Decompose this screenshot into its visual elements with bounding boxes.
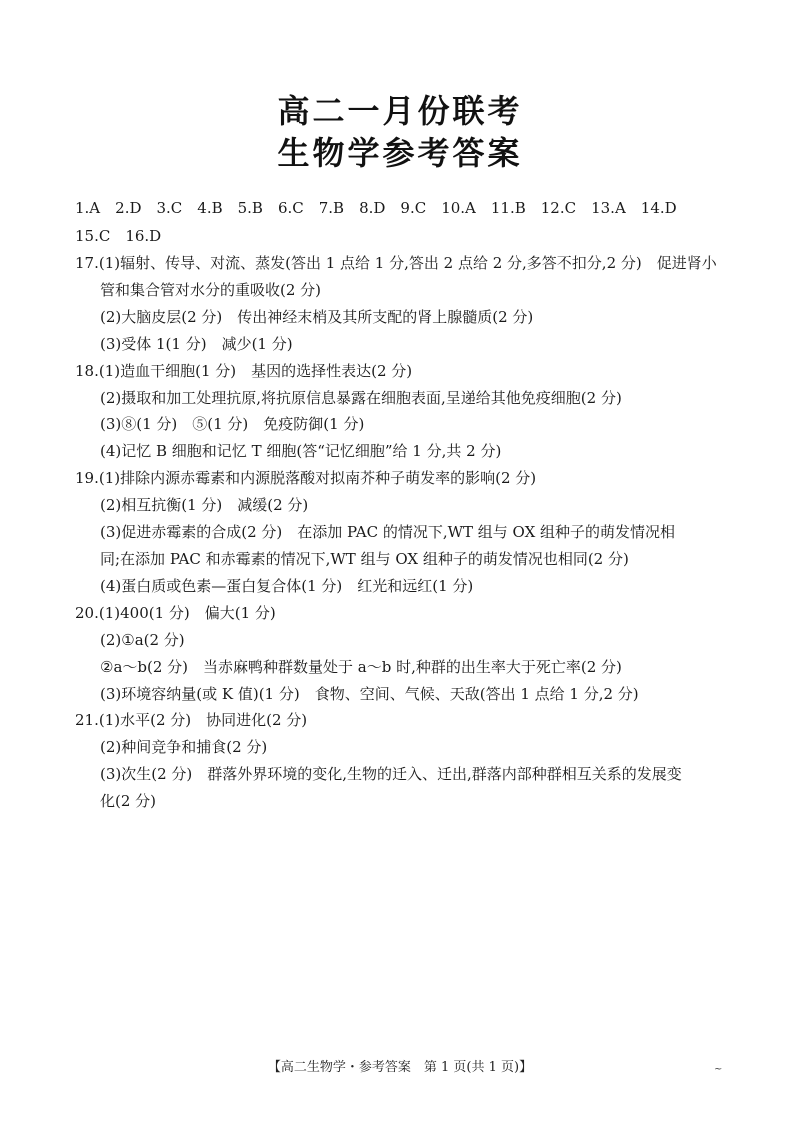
corner-mark: ~ (714, 1064, 723, 1075)
choice-answers-line-1: 1.A 2.D 3.C 4.B 5.B 6.C 7.B 8.D 9.C 10.A 11.B 12.C 13.A 14.D (75, 199, 677, 217)
q20-part1: 20.(1)400(1 分) 偏大(1 分) (75, 604, 276, 622)
q20-part3: (3)环境容纳量(或 K 值)(1 分) 食物、空间、气候、天敌(答出 1 点给 1 分,2 分) (100, 685, 639, 703)
page-subtitle: 生物学参考答案 (277, 134, 523, 172)
q19-part4: (4)蛋白质或色素—蛋白复合体(1 分) 红光和远红(1 分) (100, 577, 474, 595)
page-title: 高二一月份联考 (277, 92, 523, 130)
q21-part3-line1: (3)次生(2 分) 群落外界环境的变化,生物的迁入、迁出,群落内部种群相互关系的发展变 (100, 765, 682, 783)
q21-part2: (2)种间竞争和捕食(2 分) (100, 738, 268, 756)
q17-part1-line2: 管和集合管对水分的重吸收(2 分) (100, 281, 322, 299)
choice-answers-line-2: 15.C 16.D (75, 227, 162, 245)
q19-part1: 19.(1)排除内源赤霉素和内源脱落酸对拟南芥种子萌发率的影响(2 分) (75, 469, 537, 487)
q21-part1: 21.(1)水平(2 分) 协同进化(2 分) (75, 711, 308, 729)
q18-part4: (4)记忆 B 细胞和记忆 T 细胞(答“记忆细胞”给 1 分,共 2 分) (100, 442, 502, 460)
q19-part2: (2)相互抗衡(1 分) 减缓(2 分) (100, 496, 309, 514)
q17-part3: (3)受体 1(1 分) 减少(1 分) (100, 335, 293, 353)
page-footer: 【高二生物学・参考答案 第 1 页(共 1 页)】 (267, 1060, 533, 1075)
q19-part3-line2: 同;在添加 PAC 和赤霉素的情况下,WT 组与 OX 组种子的萌发情况也相同(2 分) (100, 550, 629, 568)
q17-part2: (2)大脑皮层(2 分) 传出神经末梢及其所支配的肾上腺髓质(2 分) (100, 308, 534, 326)
q20-part2: (2)①a(2 分) (100, 631, 185, 649)
q17-part1-line1: 17.(1)辐射、传导、对流、蒸发(答出 1 点给 1 分,答出 2 点给 2 分,多答不扣分,2 分) 促进肾小 (75, 254, 717, 272)
q21-part3-line2: 化(2 分) (100, 792, 157, 810)
q18-part2: (2)摄取和加工处理抗原,将抗原信息暴露在细胞表面,呈递给其他免疫细胞(2 分) (100, 389, 622, 407)
q18-part3: (3)⑧(1 分) ⑤(1 分) 免疫防御(1 分) (100, 415, 365, 433)
q19-part3-line1: (3)促进赤霉素的合成(2 分) 在添加 PAC 的情况下,WT 组与 OX 组种子的萌发情况相 (100, 523, 676, 541)
q20-part2b: ②a～b(2 分) 当赤麻鸭种群数量处于 a～b 时,种群的出生率大于死亡率(2 分) (100, 658, 622, 676)
q18-part1: 18.(1)造血干细胞(1 分) 基因的选择性表达(2 分) (75, 362, 413, 380)
